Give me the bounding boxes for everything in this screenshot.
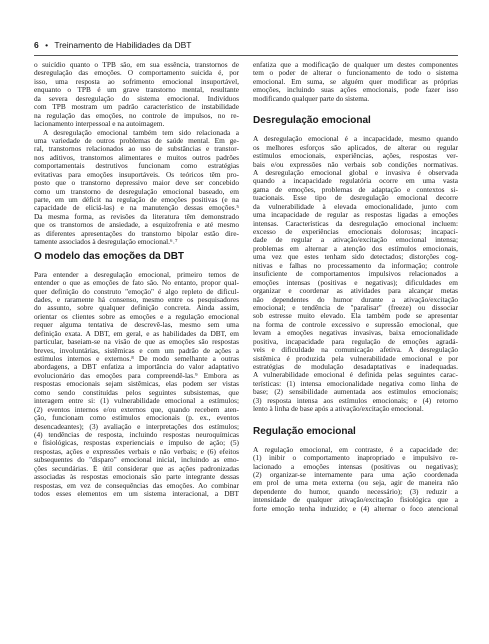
text-line: A desregulação emocional também tem sido relacionada a [43, 128, 239, 137]
text-line: como um transtorno de desregulação emocional baseado, em [34, 187, 239, 196]
page-number: 6 [34, 40, 39, 50]
running-header [34, 40, 458, 54]
text-line: que os transtornos de ansiedade, a esquizofrenia e até mesmo [34, 221, 239, 230]
header-bullet: • [45, 40, 49, 50]
paragraph-gap [253, 414, 458, 422]
text-line: problemas em alternar a atenção dos estímulos emocionais, [253, 244, 458, 253]
text-line: dades, e raramente há consenso, mesmo entre os pesquisadores [34, 295, 239, 304]
paragraph-regulation [253, 446, 458, 514]
text-line: ções secundárias. É útil considerar que as ações padronizadas [34, 464, 239, 473]
text-line: como sendo constituídas pelos seguintes subsistemas, que [34, 388, 239, 397]
text-line: emoções intensas (positivas e negativas); dificuldades em [253, 278, 458, 287]
text-line: breves, involuntárias, sistêmicas e com um padrão de ações a [34, 346, 239, 355]
text-line: desregulação das emoções. O comportamento suicida é, por [34, 69, 239, 78]
text-line: do assunto, sobre qualquer definição concreta. Ainda assim, [34, 304, 239, 313]
text-line: enfatiza que a modificação de qualquer um destes componentes [253, 61, 458, 69]
text-line: não dependentes do humor durante a ativação/excitação [253, 295, 458, 304]
text-line: particular, baseiam-se na visão de que as emoções são respostas [34, 338, 239, 347]
text-line: (1) inibir o comportamento inapropriado e impulsivo re- [253, 454, 458, 463]
text-line: Para entender a desregulação emocional, primeiro temos de [34, 270, 239, 279]
text-line: tuacionais. Esse tipo de desregulação emocional decorre [253, 194, 458, 203]
text-line: em prol de uma meta externa (ou seja, agir de maneira não [253, 479, 458, 488]
text-line: os melhores esforços são aplicados, de alterar ou regular [253, 143, 458, 152]
text-line: nos aditivos, transtornos alimentares e muitos outros padrões [34, 153, 239, 162]
text-line: (4) tendências de resposta, incluindo respostas neuroquímicas [34, 430, 239, 439]
text-line: respostas emocionais sejam sistêmicas, elas podem ser vistas [34, 380, 239, 389]
text-line: (2) organizar-se internamente para uma ação coordenada [253, 470, 458, 479]
left-column [34, 61, 239, 498]
text-line: estímulos internos e externos.⁸ De modo semelhante a outras [34, 355, 239, 363]
text-line: na regulação das emoções, no controle de impulsos, no re- [34, 111, 239, 120]
text-line: tamente associados à desregulação emocional.⁶˒⁷ [34, 238, 178, 247]
text-line: requer alguma tentativa de descrevê-las, mesmo sem uma [34, 321, 239, 330]
text-line: parte, em um déficit na regulação de emoções positivas (e na [34, 196, 239, 204]
text-line: comportamentais destrutivos funcionam como estratégias [34, 162, 239, 171]
paragraph-gap [253, 103, 458, 111]
text-line: associadas às respostas emocionais são parte integrante dessas [34, 473, 239, 482]
text-line: uma vez que estes tenham sido detectados; distorções cog- [253, 253, 458, 262]
text-line: na forma de controle excessivo e supressão emocional, que [253, 320, 458, 329]
text-line: tem o poder de alterar o funcionamento de todo o sistema [253, 69, 458, 78]
text-line: com TPB mostram um padrão característico de instabilidade [34, 103, 239, 112]
text-line: capacidade de eliciá-las) e na manutenção dessas emoções.⁵ [34, 204, 239, 213]
text-line: forte emoção tenha induzido; e (4) alternar o foco atencional [253, 504, 458, 513]
paragraph-dysregulation-disorders [34, 129, 239, 247]
text-line: abordagens, a DBT enfatiza a importância do valor adaptativo [34, 363, 239, 372]
text-line: isso, uma resposta ao sofrimento emocional insuportável, [34, 77, 239, 86]
paragraph-dysregulation [253, 135, 458, 413]
right-column [253, 61, 458, 513]
text-line: o suicídio quanto o TPB são, em sua essência, transtornos de [34, 61, 239, 69]
text-line: nitivas e falhas no processamento da informação; controle [253, 261, 458, 270]
text-line: A desregulação emocional global e invasiva é observada [253, 168, 458, 177]
text-line: levam a emoções negativas invasivas, baixa emocionalidade [253, 329, 458, 338]
text-line: modificando qualquer parte do sistema. [253, 94, 370, 103]
text-line: entender o que as emoções de fato são. No entanto, propor qual- [34, 279, 239, 288]
text-line: quando a incapacidade regulatória ocorre em uma vasta [253, 177, 458, 186]
text-line: (3) resposta intensa aos estímulos emocionais; e (4) retorno [253, 396, 458, 405]
text-line: intensidade de qualquer ativação/excitação fisiológica que a [253, 496, 458, 505]
text-line: as diferentes apresentações do transtorno bipolar estão dire- [34, 229, 239, 238]
text-line: emocional; e tendência de "paralisar" (freeze) ou dissociar [253, 303, 458, 312]
text-line: emoções, incluindo suas ações emocionais, pode fazer isso [253, 86, 458, 95]
text-line: A desregulação emocional é a incapacidade, mesmo quando [253, 135, 458, 144]
header-rule [34, 55, 458, 56]
text-line: positiva, incapacidade para regulação de emoções agradá- [253, 337, 458, 346]
paragraph-suicide-tpb [34, 61, 239, 129]
text-line: ral, transtornos relacionados ao uso de substâncias e transtor- [34, 145, 239, 154]
text-line: estímulos emocionais, experiências, ações, respostas ver- [253, 152, 458, 161]
text-line: ção, funcionam como estímulos emocionais (p. ex., eventos [34, 414, 239, 423]
text-line: respostas, ações e expressões verbais e não verbais; e (6) efeitos [34, 447, 239, 456]
text-line: todos esses elementos em um sistema interacional, a DBT [34, 490, 239, 498]
text-line: bais e/ou expressões não verbais sob condições normativas. [253, 160, 458, 169]
text-line: da vulnerabilidade à elevada emocionalidade, junto com [253, 202, 458, 211]
text-line: interagem entre si: (1) vulnerabilidade emocional a estímulos; [34, 397, 239, 406]
text-line: lacionamento interpessoal e na autoimagem. [34, 120, 165, 129]
text-line: da severa desregulação do sistema emocional. Indivíduos [34, 94, 239, 103]
text-line: uma variedade de outros problemas de saúde mental. Em ge- [34, 136, 239, 145]
section-heading-dysregulation: Desregulação emocional [253, 115, 371, 127]
text-line: terísticas: (1) intensa emocionalidade negativa como linha de [253, 379, 458, 388]
text-line: posto que o transtorno depressivo maior deve ser concebido [34, 179, 239, 188]
paragraph-emotion-model [34, 271, 239, 499]
text-line: sistêmica é produzida pela vulnerabilidade emocional e por [253, 354, 458, 363]
text-line: base; (2) sensibilidade aumentada aos estímulos emocionais; [253, 388, 458, 397]
text-line: uma incapacidade de regular as respostas ligadas a emoções [253, 211, 458, 220]
text-line: estratégias de modulação desadaptativas e inadequadas. [253, 363, 458, 371]
text-line: dade de regular a ativação/excitação emocional intensa; [253, 236, 458, 245]
text-line: veis e dificuldade na comunicação afetiva. A desregulação [253, 346, 458, 355]
text-line: Da mesma forma, as revisões da literatura têm demonstrado [34, 212, 239, 221]
text-line: A regulação emocional, em contraste, é a capacidade de: [253, 445, 458, 454]
text-line: definição exata. A DBT, em geral, e as habilidades da DBT, em [34, 329, 239, 338]
text-line: orientar os clientes sobre as emoções e a regulação emocional [34, 312, 239, 321]
section-heading-emotion-model: O modelo das emoções da DBT [34, 250, 185, 262]
text-line: desencadeantes); (3) avaliação e interpretações dos estímulos; [34, 422, 239, 431]
text-line: insuficiente de comportamentos impulsivos relacionados a [253, 270, 458, 279]
paragraph-system-modification [253, 61, 458, 103]
text-line: (2) eventos internos e/ou externos que, quando recebem aten- [34, 405, 239, 414]
text-line: gama de emoções, problemas de adaptação e contextos si- [253, 185, 458, 194]
text-line: A vulnerabilidade emocional é definida pelas seguintes carac- [253, 371, 458, 380]
text-line: dependente do humor, quando necessário); (3) reduzir a [253, 487, 458, 496]
text-line: respostas, em vez de consequências das emoções. Ao combinar [34, 481, 239, 490]
text-line: sob estresse muito elevado. Ela também pode se apresentar [253, 312, 458, 321]
text-line: organizar e coordenar as atividades para alcançar metas [253, 287, 458, 296]
text-line: enquanto o TPB é um grave transtorno mental, resultante [34, 86, 239, 95]
text-line: excesso de experiências emocionais dolorosas; incapaci- [253, 228, 458, 236]
book-title: Treinamento de Habilidades da DBT [54, 40, 192, 50]
section-heading-regulation: Regulação emocional [253, 425, 356, 437]
text-line: quer definição do construto "emoção" é algo repleto de dificul- [34, 287, 239, 296]
text-line: evolucionário das emoções para compreendê-las.⁹ Embora as [34, 371, 239, 380]
text-line: lento à linha de base após a ativação/excitação emocional. [253, 405, 424, 414]
text-line: emocional. Em suma, se alguém quer modificar as próprias [253, 77, 458, 86]
text-line: subsequentes do "disparo" emocional inicial, incluindo as emo- [34, 456, 239, 465]
text-line: lacionado a emoções intensas (positivas ou negativas); [253, 462, 458, 471]
text-line: e fisiológicas, respostas experienciais e impulso de ação; (5) [34, 439, 239, 448]
text-line: intensas. Características da desregulação emocional incluem: [253, 219, 458, 228]
text-line: evitativas para emoções insuportáveis. Os teóricos têm pro- [34, 170, 239, 179]
